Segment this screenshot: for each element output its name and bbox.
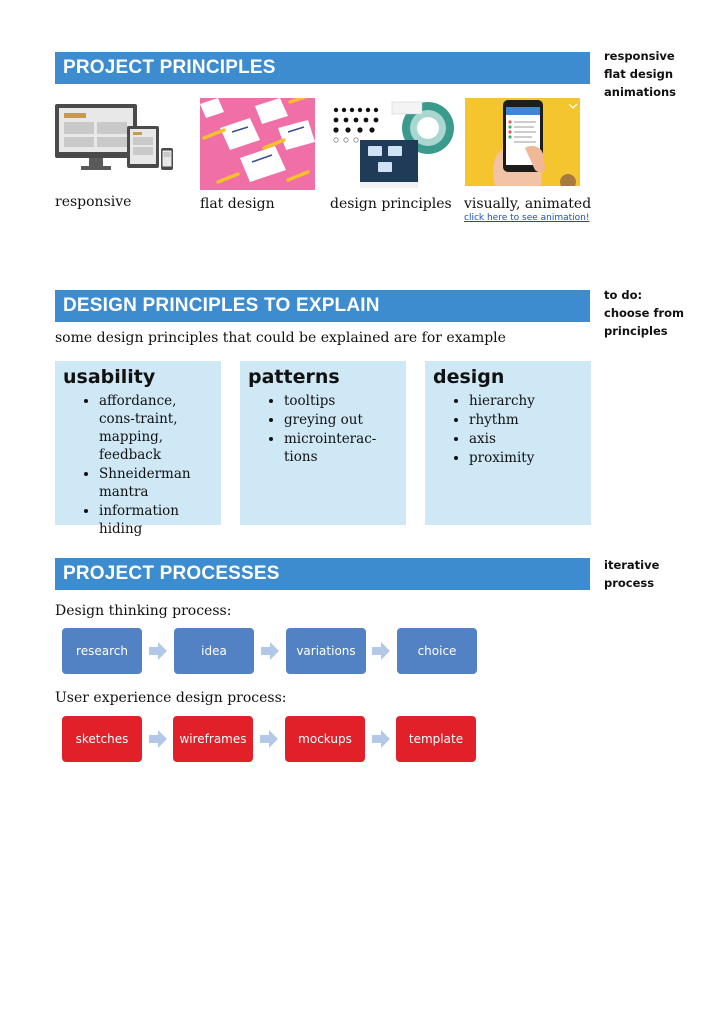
side-note-line: iterative bbox=[604, 558, 660, 572]
card-usability bbox=[55, 361, 221, 537]
side-note-line: to do: bbox=[604, 288, 643, 302]
list-item: • hierarchy bbox=[469, 392, 585, 410]
card-list bbox=[63, 392, 215, 538]
section-title-project-principles: PROJECT PRINCIPLES bbox=[55, 52, 590, 84]
design-principles-illustration bbox=[330, 100, 455, 188]
card-title: patterns bbox=[248, 366, 340, 388]
flow-step-template: template bbox=[396, 716, 476, 762]
side-note-line: flat design bbox=[604, 67, 674, 81]
list-item: • rhythm bbox=[469, 411, 585, 429]
list-item: • affordance, cons-traint, mapping, feedback bbox=[99, 392, 215, 464]
caption-responsive: responsive bbox=[55, 194, 132, 210]
phone-in-hand-illustration bbox=[465, 98, 580, 186]
caption-visually-animated: visually, animated bbox=[464, 196, 592, 212]
section-title-design-principles: DESIGN PRINCIPLES TO EXPLAIN bbox=[55, 290, 590, 322]
side-note-line: principles bbox=[604, 324, 668, 338]
list-item: • Shneiderman mantra bbox=[99, 465, 215, 501]
card-list bbox=[433, 392, 585, 467]
list-item: • microinterac-tions bbox=[284, 430, 400, 466]
list-item: • information hiding bbox=[99, 502, 215, 538]
flow-step-variations: variations bbox=[286, 628, 366, 674]
responsive-devices-icon bbox=[55, 104, 175, 174]
side-note-line: process bbox=[604, 576, 655, 590]
side-note-line: animations bbox=[604, 85, 677, 99]
design-thinking-label: Design thinking process: bbox=[55, 603, 232, 619]
flow-step-idea: idea bbox=[174, 628, 254, 674]
flow-step-mockups: mockups bbox=[285, 716, 365, 762]
list-item: • greying out bbox=[284, 411, 400, 429]
caption-flat-design: flat design bbox=[200, 196, 275, 212]
side-note-line: choose from bbox=[604, 306, 685, 320]
side-note-principles bbox=[604, 47, 716, 101]
side-note-todo bbox=[604, 286, 716, 340]
side-note-iterative bbox=[604, 556, 716, 592]
list-item: • tooltips bbox=[284, 392, 400, 410]
card-list bbox=[248, 392, 400, 466]
list-item: • axis bbox=[469, 430, 585, 448]
card-title: usability bbox=[63, 366, 156, 388]
flow-step-sketches: sketches bbox=[62, 716, 142, 762]
card-design bbox=[425, 361, 591, 525]
flow-step-wireframes: wireframes bbox=[173, 716, 253, 762]
caption-design-principles: design principles bbox=[330, 196, 452, 212]
see-animation-link[interactable]: click here to see animation! bbox=[464, 213, 590, 223]
flow-step-research: research bbox=[62, 628, 142, 674]
flow-step-choice: choice bbox=[397, 628, 477, 674]
flat-design-illustration bbox=[200, 98, 315, 190]
section-intro: some design principles that could be explained are for example bbox=[55, 330, 506, 346]
side-note-line: responsive bbox=[604, 49, 675, 63]
ux-design-label: User experience design process: bbox=[55, 690, 287, 706]
list-item: • proximity bbox=[469, 449, 585, 467]
section-title-project-processes: PROJECT PROCESSES bbox=[55, 558, 590, 590]
card-patterns bbox=[240, 361, 406, 525]
card-title: design bbox=[433, 366, 505, 388]
